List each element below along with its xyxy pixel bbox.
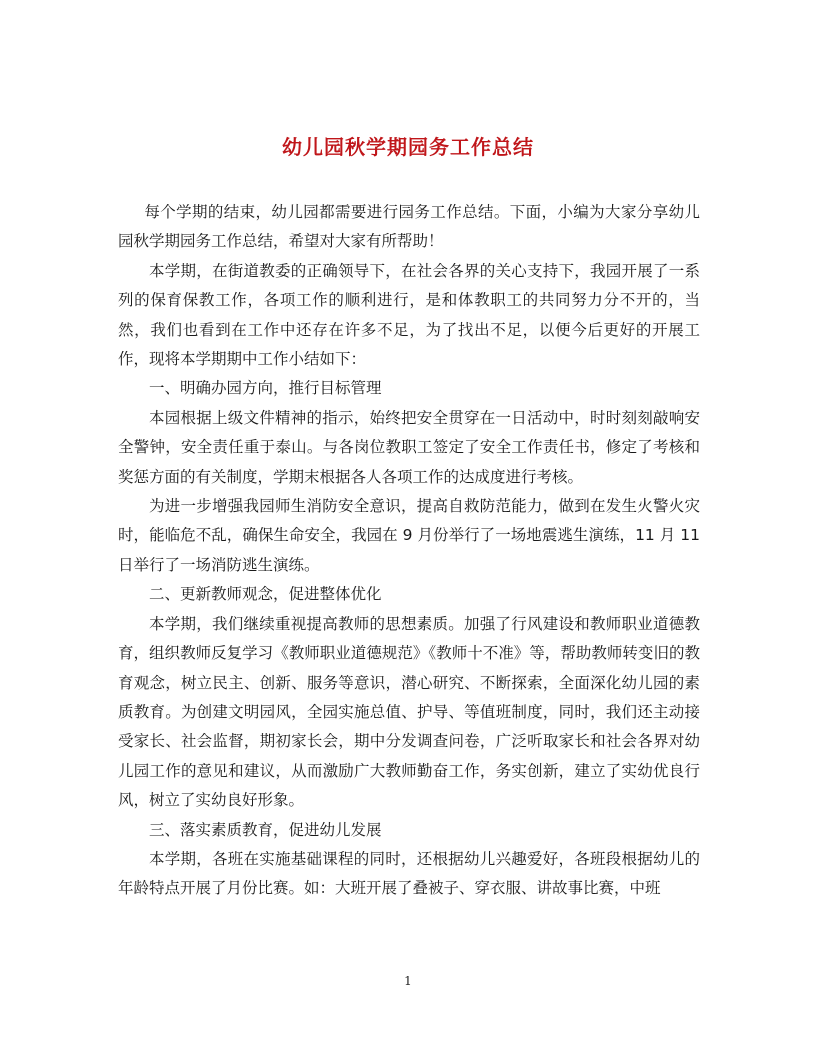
section-heading-3: 三、落实素质教育，促进幼儿发展 [149, 820, 382, 839]
page-number: 1 [404, 974, 412, 988]
document-body [118, 198, 700, 904]
document-title: 幼儿园秋学期园务工作总结 [282, 135, 534, 159]
overview-paragraph: 本学期，在街道教委的正确领导下，在社会各界的关心支持下，我园开展了一系列的保育保教工作，各项工作的顺利进行，是和体教职工的共同努力分不开的，当然，我们也看到在工作中还存在许多不足，为了找出不足，以便今后更好的开展工作，现将本学期期中工作小结如下： [118, 261, 700, 369]
section-3-paragraph-1: 本学期，各班在实施基础课程的同时，还根据幼儿兴趣爱好，各班段根据幼儿的年龄特点开展了月份比赛。如：大班开展了叠被子、穿衣服、讲故事比赛，中班 [118, 849, 700, 898]
section-heading-1: 一、明确办园方向，推行目标管理 [149, 379, 382, 398]
intro-paragraph: 每个学期的结束，幼儿园都需要进行园务工作总结。下面，小编为大家分享幼儿园秋学期园务工作总结，希望对大家有所帮助！ [118, 203, 700, 251]
section-2-paragraph-1: 本学期，我们继续重视提高教师的思想素质。加强了行风建设和教师职业道德教育，组织教师反复学习《教师职业道德规范》《教师十不准》等，帮助教师转变旧的教育观念，树立民主、创新、服务等意识，潜心研究、不断探索，全面深化幼儿园的素质教育。为创建文明园风，全园实施总值、护导、等值班制度，同时，我们还主动接受家长、社会监督，期初家长会，期中分发调查问卷，广泛听取家长和社会各界对幼儿园工作的意见和建议，从而激励广大教师勤奋工作，务实创新，建立了实幼优良行风，树立了实幼良好形象。 [118, 614, 700, 810]
section-1-paragraph-2: 为进一步增强我园师生消防安全意识，提高自救防范能力，做到在发生火警火灾时，能临危不乱，确保生命安全，我园在 9 月份举行了一场地震逃生演练，11 月 11 日举行了一场消防逃生演练。 [118, 497, 700, 574]
section-heading-2: 二、更新教师观念，促进整体优化 [149, 585, 382, 604]
section-1-paragraph-1: 本园根据上级文件精神的指示，始终把安全贯穿在一日活动中，时时刻刻敲响安全警钟，安全责任重于泰山。与各岗位教职工签定了安全工作责任书，修定了考核和奖惩方面的有关制度，学期末根据各人各项工作的达成度进行考核。 [118, 408, 700, 486]
